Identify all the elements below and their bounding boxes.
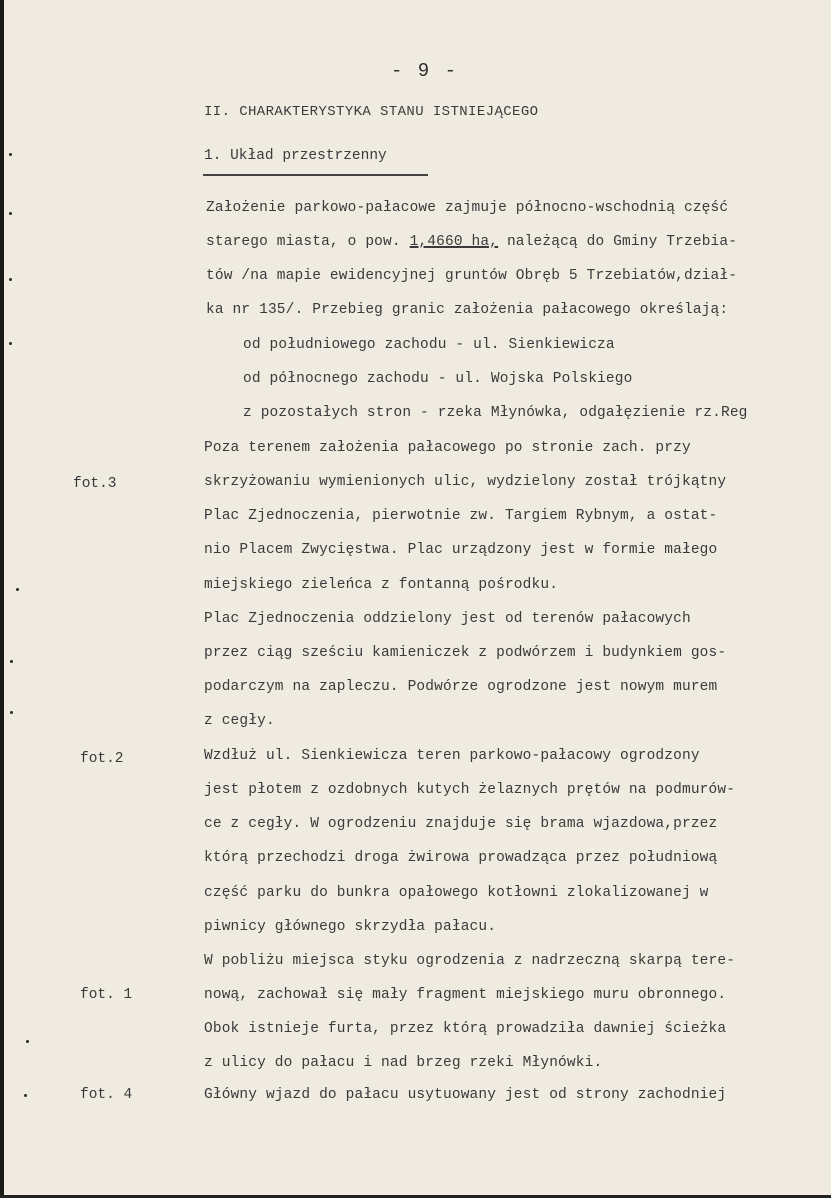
text-fragment: należącą do Gminy Trzebia-	[498, 234, 738, 250]
margin-dot	[24, 1094, 27, 1097]
margin-dot	[10, 711, 13, 714]
text-line: z ulicy do pałacu i nad brzeg rzeki Młynówki.	[204, 1055, 603, 1071]
subsection-underline	[203, 174, 428, 176]
text-line: nową, zachował się mały fragment miejskiego muru obronnego.	[204, 987, 727, 1003]
text-line: Obok istnieje furta, przez którą prowadziła dawniej ścieżka	[204, 1021, 727, 1037]
text-line: W pobliżu miejsca styku ogrodzenia z nadrzeczną skarpą tere-	[204, 953, 736, 969]
text-line: Założenie parkowo-pałacowe zajmuje północno-wschodnią część	[206, 200, 729, 216]
subsection-title: 1. Układ przestrzenny	[204, 148, 387, 164]
margin-dot	[26, 1040, 29, 1043]
text-line: tów /na mapie ewidencyjnej gruntów Obręb 5 Trzebiatów,dział-	[206, 268, 738, 284]
scan-left-edge	[0, 0, 4, 1198]
margin-dot	[9, 153, 12, 156]
section-title: II. CHARAKTERYSTYKA STANU ISTNIEJĄCEGO	[204, 104, 539, 120]
text-line: podarczym na zapleczu. Podwórze ogrodzone jest nowym murem	[204, 679, 718, 695]
area-value: 1,4660 ha,	[409, 234, 499, 250]
text-line: skrzyżowaniu wymienionych ulic, wydzielony został trójkątny	[204, 474, 727, 490]
page-number: - 9 -	[391, 60, 459, 82]
margin-ref-fot2: fot.2	[80, 751, 124, 767]
margin-dot	[9, 212, 12, 215]
margin-ref-fot4: fot. 4	[80, 1087, 133, 1103]
text-line: przez ciąg sześciu kamieniczek z podwórzem i budynkiem gos-	[204, 645, 727, 661]
text-line: Plac Zjednoczenia, pierwotnie zw. Targiem Rybnym, a ostat-	[204, 508, 718, 524]
margin-dot	[9, 342, 12, 345]
text-line: ce z cegły. W ogrodzeniu znajduje się brama wjazdowa,przez	[204, 816, 718, 832]
text-line: jest płotem z ozdobnych kutych żelaznych prętów na podmurów-	[204, 782, 736, 798]
margin-dot	[10, 660, 13, 663]
text-line: Główny wjazd do pałacu usytuowany jest od strony zachodniej	[204, 1087, 727, 1103]
text-line: z cegły.	[204, 713, 275, 729]
margin-ref-fot3: fot.3	[73, 476, 117, 492]
text-line: miejskiego zieleńca z fontanną pośrodku.	[204, 577, 559, 593]
text-line: Wzdłuż ul. Sienkiewicza teren parkowo-pałacowy ogrodzony	[204, 748, 700, 764]
text-line: ka nr 135/. Przebieg granic założenia pałacowego określają:	[206, 302, 729, 318]
text-line	[206, 234, 737, 250]
text-line: którą przechodzi droga żwirowa prowadząca przez południową	[204, 850, 718, 866]
text-line: Poza terenem założenia pałacowego po stronie zach. przy	[204, 440, 691, 456]
margin-ref-fot1: fot. 1	[80, 987, 133, 1003]
text-line: piwnicy głównego skrzydła pałacu.	[204, 919, 497, 935]
margin-dot	[9, 278, 12, 281]
text-line: z pozostałych stron - rzeka Młynówka, odgałęzienie rz.Reg	[243, 405, 748, 421]
text-line: od północnego zachodu - ul. Wojska Polskiego	[243, 371, 633, 387]
text-line: od południowego zachodu - ul. Sienkiewicza	[243, 337, 615, 353]
text-line: nio Placem Zwycięstwa. Plac urządzony jest w formie małego	[204, 542, 718, 558]
text-line: Plac Zjednoczenia oddzielony jest od terenów pałacowych	[204, 611, 691, 627]
text-fragment: starego miasta, o pow.	[206, 234, 410, 250]
margin-dot	[16, 588, 19, 591]
text-line: część parku do bunkra opałowego kotłowni zlokalizowanej w	[204, 885, 709, 901]
